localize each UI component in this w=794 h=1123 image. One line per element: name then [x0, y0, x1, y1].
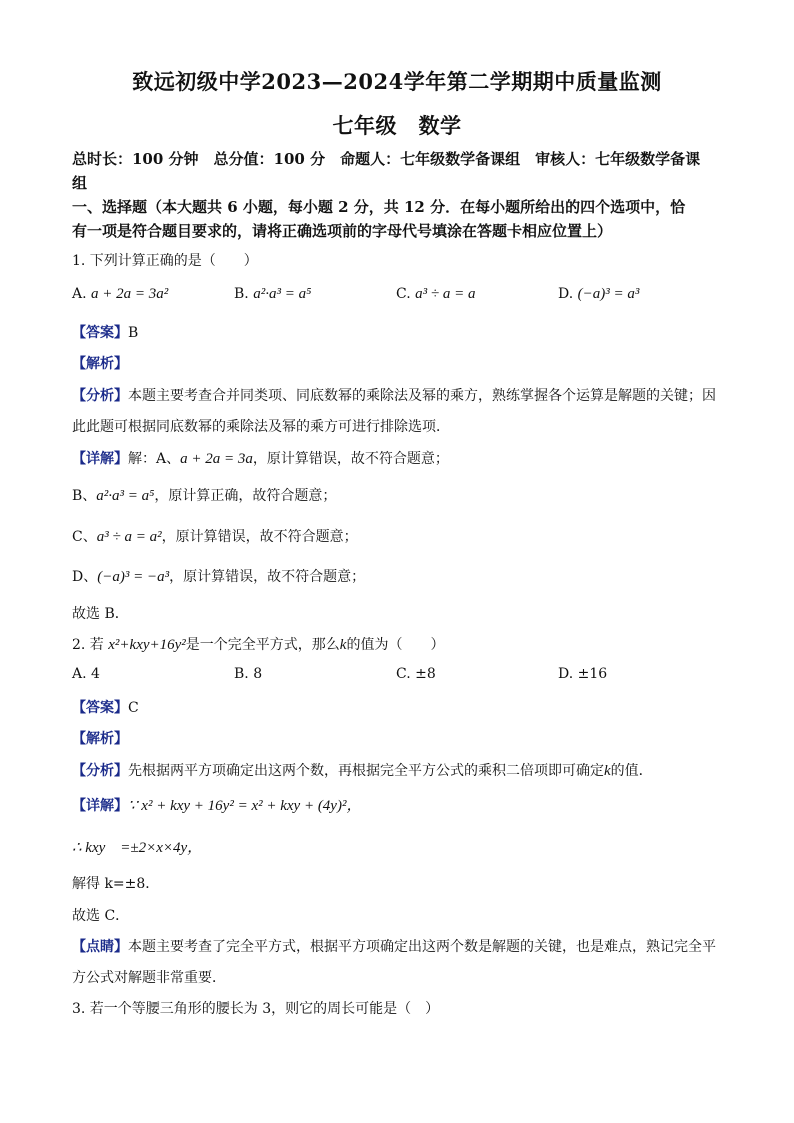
q1-xj-d-post: ，原计算错误，故不符合题意；	[169, 569, 366, 585]
q1-fenxi-text1: 本题主要考查合并同类项、同底数幂的乘除法及幂的乘方，熟练掌握各个运算是解题的关键；因	[128, 388, 716, 404]
q2-stem-k: k	[339, 637, 347, 653]
q1-conclusion: 故选 B．	[72, 606, 129, 622]
xiangjie-tag: 【详解】	[72, 451, 128, 467]
q2-dianjing-text1: 本题主要考查了完全平方式，根据平方项确定出这两个数是解题的关键，也是难点，熟记完全平	[128, 939, 716, 955]
q1-option-d-expr: (−a)³ = a³	[577, 286, 640, 302]
q2-stem	[72, 634, 724, 654]
q2-option-a: A. 4	[72, 666, 100, 682]
fenxi-tag: 【分析】	[72, 388, 128, 404]
q1-xj-a-pre: 解：A、	[128, 451, 181, 467]
q1-analysis-tag	[72, 353, 724, 373]
xiangjie-tag: 【详解】	[72, 798, 128, 814]
q1-xiangjie-b	[72, 485, 724, 505]
q1-fenxi-line1	[72, 385, 724, 405]
q1-option-c-expr: a³ ÷ a = a	[415, 286, 476, 302]
section1-heading-line1: 一、选择题（本大题共 6 小题，每小题 2 分，共 12 分．在每小题所给出的四个选项中，恰	[72, 198, 686, 216]
q1-option-b	[234, 286, 311, 303]
q1-xj-d-expr: (−a)³ = −a³	[97, 569, 170, 585]
q2-analysis-tag	[72, 728, 724, 748]
q2-xj-expr1: ∵ x² + kxy + 16y² = x² + kxy + (4y)²，	[128, 798, 362, 814]
q2-answer-value: C	[128, 700, 139, 716]
q1-option-d-label: D.	[558, 286, 574, 302]
q2-stem-pre: 2. 若	[72, 637, 109, 653]
q1-xj-a-expr: a + 2a = 3a	[180, 451, 253, 467]
q1-option-a	[72, 286, 168, 303]
q3-stem: 3. 若一个等腰三角形的腰长为 3，则它的周长可能是（ ）	[72, 1001, 440, 1017]
answer-tag: 【答案】	[72, 325, 128, 341]
q1-xj-c-post: ，原计算错误，故不符合题意；	[161, 529, 358, 545]
q2-dianjing-line1	[72, 936, 724, 956]
q1-xiangjie-a	[72, 448, 724, 468]
exam-meta-line1: 总时长：100 分钟 总分值：100 分 命题人：七年级数学备课组 审核人：七年级数学备课	[72, 150, 701, 168]
q1-option-d	[558, 286, 639, 303]
q1-option-c-label: C.	[396, 286, 411, 302]
q2-stem-post: 的值为（ ）	[346, 637, 445, 653]
exam-subtitle: 七年级 数学	[332, 113, 462, 138]
exam-meta-line2: 组	[72, 174, 88, 192]
answer-tag: 【答案】	[72, 700, 128, 716]
fenxi-tag: 【分析】	[72, 763, 128, 779]
q1-fenxi-line2: 此此题可根据同底数幂的乘除法及幂的乘方可进行排除选项．	[72, 419, 450, 435]
q2-fenxi	[72, 760, 724, 780]
q2-stem-mid: 是一个完全平方式，那么	[185, 637, 340, 653]
q1-xiangjie-d	[72, 566, 724, 586]
q2-option-d: D. ±16	[558, 666, 608, 682]
q1-stem: 1. 下列计算正确的是（ ）	[72, 253, 258, 269]
q1-xj-c-expr: a³ ÷ a = a²	[96, 529, 162, 545]
q2-stem-expr: x²+kxy+16y²	[108, 637, 186, 653]
q1-option-a-label: A.	[72, 286, 87, 302]
q1-option-b-expr: a²·a³ = a⁵	[253, 286, 312, 302]
q2-option-c: C. ±8	[396, 666, 436, 682]
q1-xiangjie-c	[72, 526, 724, 546]
q1-option-b-label: B.	[234, 286, 249, 302]
q1-answer-value: B	[128, 325, 139, 341]
q2-xiangjie-line2	[72, 836, 724, 857]
analysis-tag: 【解析】	[72, 356, 128, 372]
q1-xj-d-pre: D、	[72, 569, 98, 585]
q2-xiangjie-line1	[72, 794, 724, 815]
q2-option-b: B. 8	[234, 666, 263, 682]
q2-conclusion: 故选 C．	[72, 908, 130, 924]
q1-option-c	[396, 286, 475, 303]
q1-option-a-expr: a + 2a = 3a²	[91, 286, 169, 302]
q2-fenxi-k: k	[604, 763, 611, 779]
analysis-tag: 【解析】	[72, 731, 128, 747]
exam-title: 致远初级中学2023—2024学年第二学期期中质量监测	[132, 69, 662, 94]
q2-fenxi-post: 的值．	[610, 763, 653, 779]
q2-xiangjie-line3: 解得 k=±8．	[72, 876, 160, 892]
q2-answer	[72, 697, 724, 717]
q2-xj-expr2: ∴ kxy =±2×x×4y，	[72, 840, 203, 856]
q1-answer	[72, 322, 724, 342]
q1-xj-a-post: ，原计算错误，故不符合题意；	[252, 451, 449, 467]
q2-dianjing-line2: 方公式对解题非常重要．	[72, 970, 226, 986]
q2-fenxi-pre: 先根据两平方项确定出这两个数，再根据完全平方公式的乘积二倍项即可确定	[128, 763, 604, 779]
section1-heading-line2: 有一项是符合题目要求的，请将正确选项前的字母代号填涂在答题卡相应位置上）	[72, 222, 613, 240]
q1-xj-b-pre: B、	[72, 488, 97, 504]
q1-xj-c-pre: C、	[72, 529, 97, 545]
dianjing-tag: 【点睛】	[72, 939, 128, 955]
q1-xj-b-expr: a²·a³ = a⁵	[96, 488, 155, 504]
q1-xj-b-post: ，原计算正确，故符合题意；	[154, 488, 337, 504]
